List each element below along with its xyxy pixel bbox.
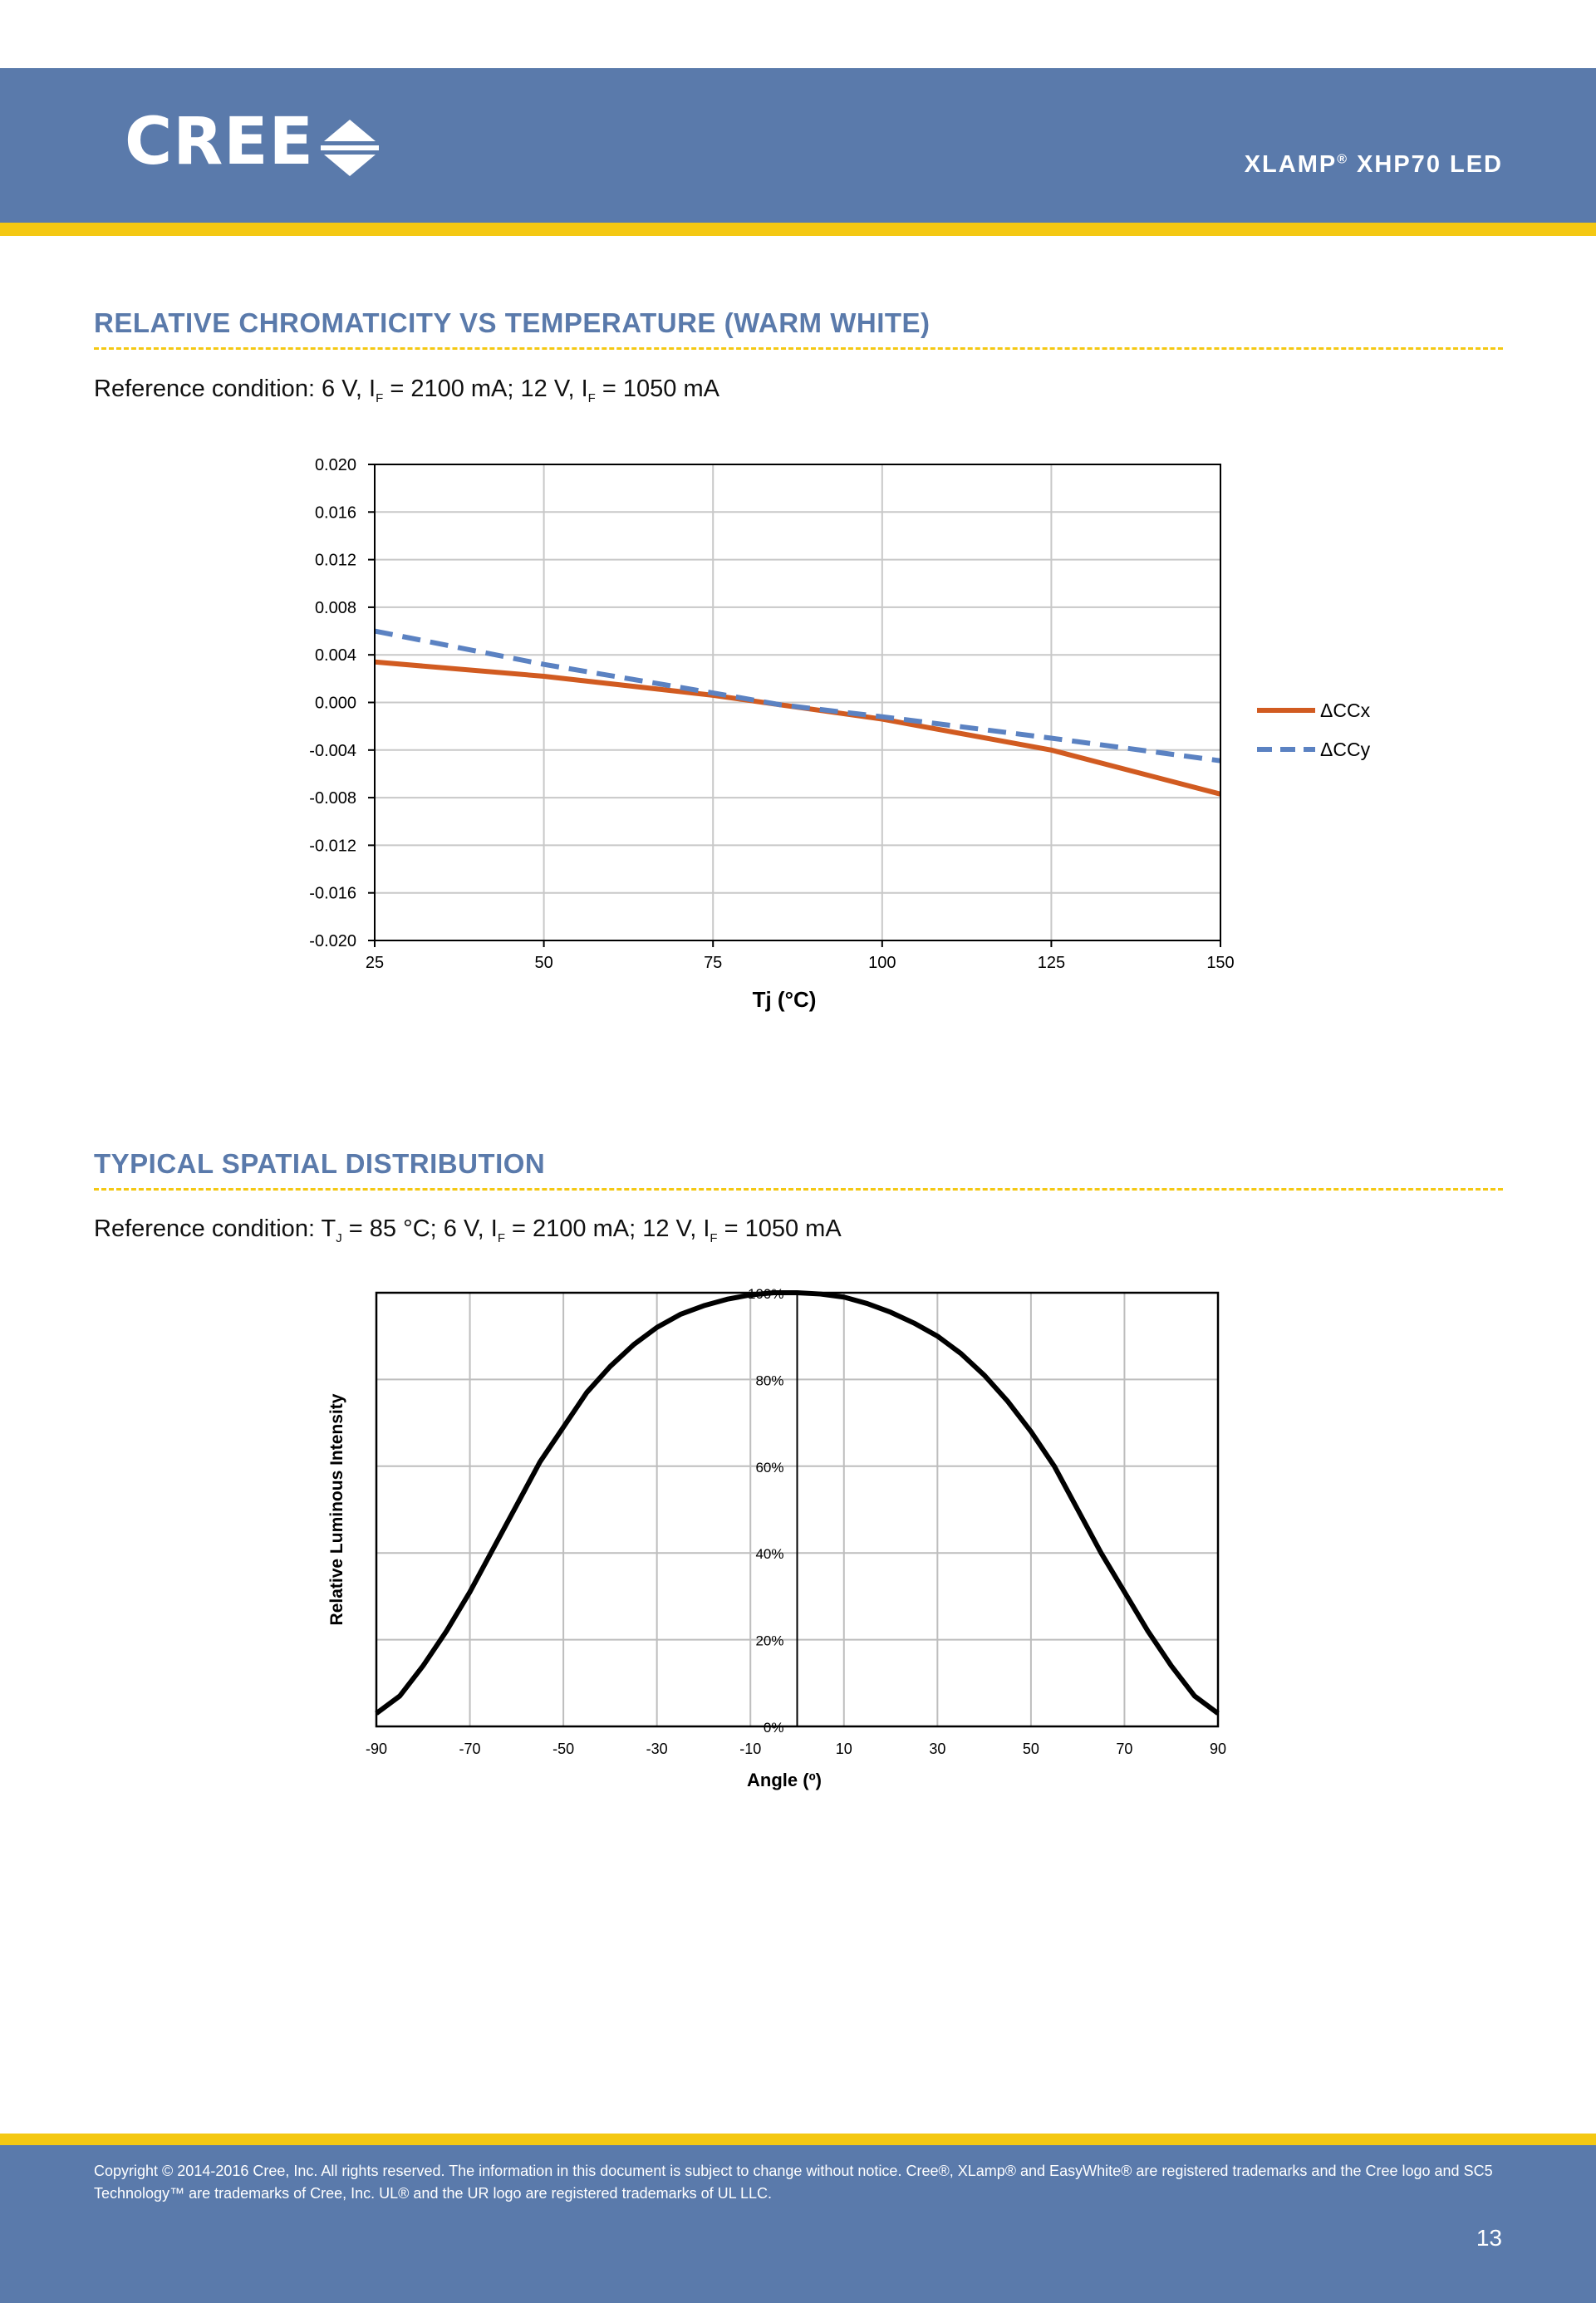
x-tick-label: 50 <box>534 954 553 972</box>
y-tick-label: -0.012 <box>309 837 356 856</box>
x-tick-label: 150 <box>1206 954 1235 972</box>
x-axis-label: Angle (º) <box>747 1770 822 1790</box>
legend-label: ΔCCy <box>1320 739 1371 760</box>
footer-accent-bar <box>0 2134 1596 2145</box>
y-tick-label: 0.012 <box>314 551 356 570</box>
copyright-notice: Copyright © 2014-2016 Cree, Inc. All rights reserved. The information in this document is subject to change without notice. Cree®, XLamp® and EasyWhite® are registered trademarks and the Cree logo and SC5 Technology™ are trademarks of Cree, Inc. UL® and the UR logo are registered trademarks of UL LLC. <box>94 2163 1493 2202</box>
y-tick-label: 60% <box>755 1459 784 1476</box>
y-tick-label: 0% <box>763 1720 784 1736</box>
reference-condition-chromaticity: Reference condition: 6 V, $I_F = 2100$ mA; 12 V, $I_F = 1050$ mA <box>94 376 719 405</box>
x-tick-label: 30 <box>929 1741 946 1757</box>
y-tick-label: 0.004 <box>314 646 356 665</box>
y-tick-label: 0.008 <box>314 598 356 617</box>
y-tick-label: 100% <box>748 1286 784 1302</box>
x-tick-label: -50 <box>552 1741 575 1757</box>
y-tick-label: -0.020 <box>309 932 356 950</box>
x-tick-label: -10 <box>739 1741 762 1757</box>
x-tick-label: 90 <box>1209 1741 1227 1757</box>
x-tick-label: -70 <box>459 1741 481 1757</box>
y-tick-label: 20% <box>755 1633 784 1649</box>
y-tick-label: 0.016 <box>314 503 356 523</box>
x-axis-label: Tj (°C) <box>752 987 817 1012</box>
y-tick-label: -0.004 <box>309 741 356 760</box>
x-tick-label: 125 <box>1037 954 1066 972</box>
y-tick-label: 80% <box>755 1372 784 1389</box>
x-tick-label: 70 <box>1116 1741 1133 1757</box>
y-tick-label: 40% <box>755 1546 784 1563</box>
legend-label: ΔCCx <box>1320 700 1371 721</box>
section-title-spatial: TYPICAL SPATIAL DISTRIBUTION <box>94 1148 546 1179</box>
document-title: XLAMP® XHP70 LED <box>1244 151 1503 178</box>
x-tick-label: 50 <box>1022 1741 1039 1757</box>
y-tick-label: 0.000 <box>314 694 356 713</box>
x-tick-label: -30 <box>646 1741 668 1757</box>
x-tick-label: 100 <box>868 954 896 972</box>
reference-condition-spatial: Reference condition: $T_J = 85$ °C; 6 V, $I_F = 2100$ mA; 12 V, $I_F = 1050$ mA <box>94 1215 842 1245</box>
cree-logo: CREE <box>125 105 314 179</box>
x-tick-label: 25 <box>365 954 385 972</box>
x-tick-label: 10 <box>835 1741 852 1757</box>
y-tick-label: 0.020 <box>314 456 356 474</box>
y-tick-label: -0.016 <box>309 884 356 903</box>
x-tick-label: 75 <box>704 954 723 972</box>
page-number: 13 <box>1476 2225 1502 2251</box>
y-axis-label: Relative Luminous Intensity <box>327 1393 346 1626</box>
y-tick-label: -0.008 <box>309 789 356 808</box>
x-tick-label: -90 <box>365 1741 388 1757</box>
section-title-chromaticity: RELATIVE CHROMATICITY VS TEMPERATURE (WARM WHITE) <box>94 307 931 338</box>
